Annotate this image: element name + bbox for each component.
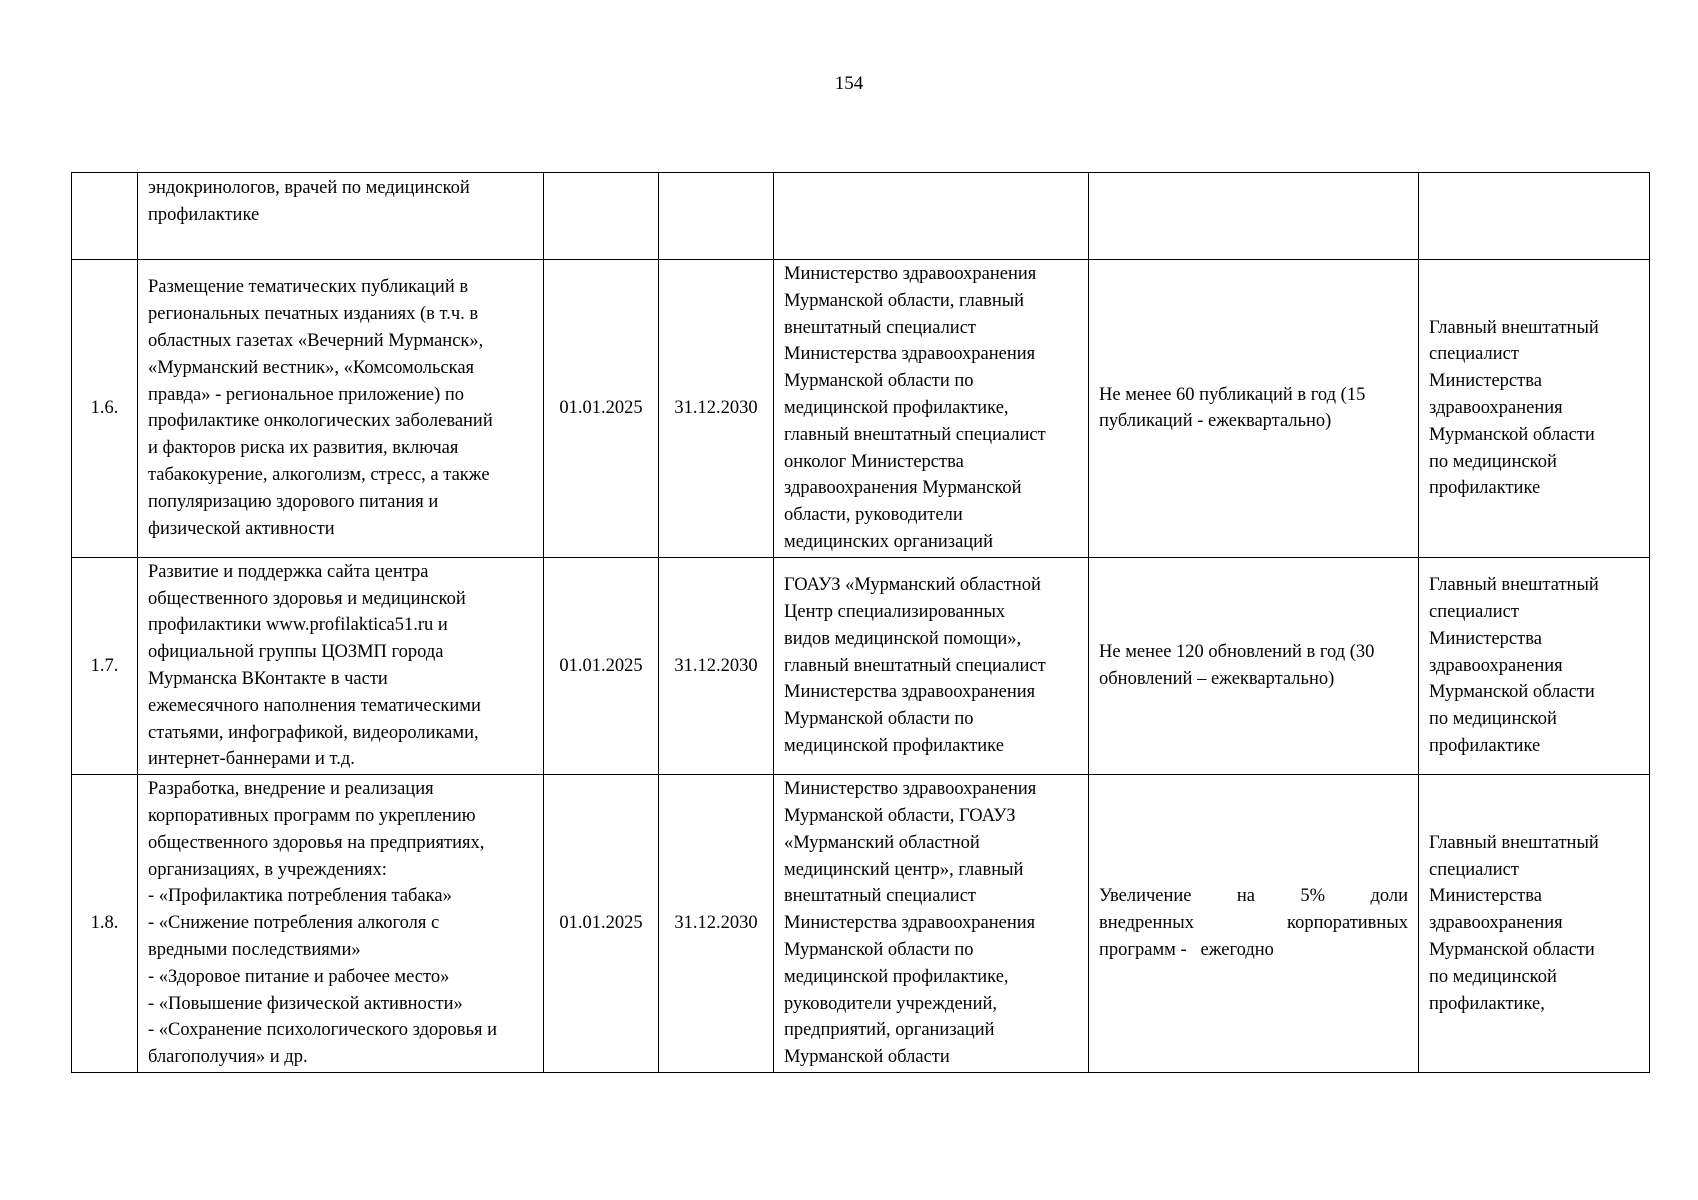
cell-number: 1.6. bbox=[72, 260, 138, 558]
table-row bbox=[72, 260, 1650, 558]
table-row-continuation bbox=[72, 173, 1650, 260]
responsible-line: медицинской профилактике, bbox=[784, 397, 1009, 418]
activity-line: Разработка, внедрение и реализация bbox=[148, 779, 434, 800]
responsible-line: видов медицинской помощи», bbox=[784, 628, 1022, 649]
indicator-word: Увеличение bbox=[1099, 886, 1192, 907]
cell-end-date bbox=[659, 173, 774, 260]
curator-line: Мурманской области bbox=[1429, 939, 1595, 960]
activity-line: правда» - региональное приложение) по bbox=[148, 384, 465, 405]
activity-line: областных газетах «Вечерний Мурманск», bbox=[148, 330, 484, 351]
curator-line: Мурманской области bbox=[1429, 424, 1595, 445]
activity-line: табакокурение, алкоголизм, стресс, а также bbox=[148, 464, 490, 485]
activity-line: Развитие и поддержка сайта центра bbox=[148, 561, 429, 582]
activity-line: эндокринологов, врачей по медицинской bbox=[148, 178, 470, 198]
curator-line: профилактике bbox=[1429, 735, 1541, 756]
activity-line: вредными последствиями» bbox=[148, 939, 361, 960]
responsible-line: медицинский центр», главный bbox=[784, 859, 1024, 880]
responsible-line: Мурманской области, ГОАУЗ bbox=[784, 805, 1016, 826]
responsible-line: онколог Министерства bbox=[784, 451, 964, 472]
responsible-line: ГОАУЗ «Мурманский областной bbox=[784, 575, 1041, 596]
indicator-line: обновлений – ежеквартально) bbox=[1099, 668, 1335, 689]
responsible-line: Мурманской области по bbox=[784, 709, 974, 730]
activity-line: профилактики www.profilaktica51.ru и bbox=[148, 615, 448, 636]
cell-end-date: 31.12.2030 bbox=[659, 775, 774, 1073]
cell-start-date: 01.01.2025 bbox=[544, 557, 659, 774]
cell-indicator bbox=[1089, 775, 1419, 1073]
cell-activity bbox=[138, 775, 544, 1073]
curator-line: Главный внештатный bbox=[1429, 317, 1599, 338]
activity-line: физической активности bbox=[148, 518, 335, 539]
cell-curator bbox=[1419, 557, 1650, 774]
page-number: 154 bbox=[834, 73, 864, 94]
indicator-line bbox=[1099, 910, 1408, 937]
responsible-line: Министерство здравоохранения bbox=[784, 264, 1037, 284]
responsible-line: Центр специализированных bbox=[784, 601, 1006, 622]
responsible-line: главный внештатный специалист bbox=[784, 424, 1046, 445]
activity-line: Мурманска ВКонтакте в части bbox=[148, 668, 388, 689]
cell-indicator bbox=[1089, 260, 1419, 558]
responsible-line: внештатный специалист bbox=[784, 317, 977, 338]
cell-curator bbox=[1419, 173, 1650, 260]
indicator-line: Не менее 60 публикаций в год (15 bbox=[1099, 384, 1366, 405]
responsible-line: внештатный специалист bbox=[784, 886, 977, 907]
responsible-line: Мурманской области, главный bbox=[784, 290, 1025, 311]
cell-end-date: 31.12.2030 bbox=[659, 557, 774, 774]
cell-activity bbox=[138, 557, 544, 774]
cell-responsible bbox=[774, 775, 1089, 1073]
curator-line: по медицинской bbox=[1429, 966, 1557, 987]
cell-number bbox=[72, 173, 138, 260]
activity-line: профилактике bbox=[148, 204, 260, 225]
responsible-line: здравоохранения Мурманской bbox=[784, 478, 1022, 499]
indicator-line: программ - ежегодно bbox=[1099, 939, 1274, 960]
responsible-line: предприятий, организаций bbox=[784, 1020, 995, 1041]
curator-line: Министерства bbox=[1429, 886, 1542, 907]
indicator-line bbox=[1099, 883, 1408, 910]
curator-line: по медицинской bbox=[1429, 709, 1557, 730]
responsible-line: Мурманской области по bbox=[784, 371, 974, 392]
activity-line: общественного здоровья и медицинской bbox=[148, 588, 466, 609]
measures-table bbox=[71, 172, 1650, 1073]
cell-end-date: 31.12.2030 bbox=[659, 260, 774, 558]
cell-responsible bbox=[774, 557, 1089, 774]
responsible-line: Министерства здравоохранения bbox=[784, 913, 1036, 934]
responsible-line: главный внештатный специалист bbox=[784, 655, 1046, 676]
activity-line: - «Здоровое питание и рабочее место» bbox=[148, 966, 450, 987]
responsible-line: руководители учреждений, bbox=[784, 993, 997, 1014]
indicator-word: доли bbox=[1370, 886, 1408, 907]
activity-line: общественного здоровья на предприятиях, bbox=[148, 832, 485, 853]
curator-line: Главный внештатный bbox=[1429, 575, 1599, 596]
activity-line: корпоративных программ по укреплению bbox=[148, 805, 476, 826]
activity-line: организациях, в учреждениях: bbox=[148, 859, 387, 880]
activity-line: - «Профилактика потребления табака» bbox=[148, 886, 452, 907]
responsible-line: медицинской профилактике bbox=[784, 735, 1004, 756]
curator-line: Министерства bbox=[1429, 371, 1542, 392]
table-row bbox=[72, 775, 1650, 1073]
activity-line: ежемесячного наполнения тематическими bbox=[148, 695, 481, 716]
curator-line: профилактике, bbox=[1429, 993, 1545, 1014]
responsible-line: Министерство здравоохранения bbox=[784, 779, 1037, 800]
activity-line: - «Сохранение психологического здоровья и bbox=[148, 1020, 497, 1041]
cell-activity bbox=[138, 260, 544, 558]
curator-line: здравоохранения bbox=[1429, 913, 1563, 934]
responsible-line: Министерства здравоохранения bbox=[784, 344, 1036, 365]
indicator-word: на bbox=[1236, 886, 1256, 907]
cell-responsible bbox=[774, 173, 1089, 260]
indicator-word: внедренных bbox=[1099, 913, 1194, 934]
activity-line: «Мурманский вестник», «Комсомольская bbox=[148, 357, 475, 378]
cell-start-date: 01.01.2025 bbox=[544, 260, 659, 558]
curator-line: профилактике bbox=[1429, 478, 1541, 499]
activity-line: популяризацию здорового питания и bbox=[148, 491, 439, 512]
cell-number: 1.7. bbox=[72, 557, 138, 774]
activity-line: региональных печатных изданиях (в т.ч. в bbox=[148, 304, 479, 325]
curator-line: Министерства bbox=[1429, 628, 1542, 649]
activity-line: Размещение тематических публикаций в bbox=[148, 277, 469, 298]
responsible-line: медицинских организаций bbox=[784, 531, 993, 552]
curator-line: здравоохранения bbox=[1429, 655, 1563, 676]
curator-line: Мурманской области bbox=[1429, 682, 1595, 703]
cell-indicator bbox=[1089, 557, 1419, 774]
cell-responsible bbox=[774, 260, 1089, 558]
activity-line: статьями, инфографикой, видеороликами, bbox=[148, 722, 479, 743]
activity-line: интернет-баннерами и т.д. bbox=[148, 749, 355, 770]
indicator-word: корпоративных bbox=[1287, 913, 1408, 934]
responsible-line: «Мурманский областной bbox=[784, 832, 980, 853]
responsible-line: медицинской профилактике, bbox=[784, 966, 1009, 987]
responsible-line: Мурманской области по bbox=[784, 939, 974, 960]
cell-activity bbox=[138, 173, 544, 260]
curator-line: специалист bbox=[1429, 601, 1519, 622]
responsible-line: Мурманской области bbox=[784, 1047, 950, 1068]
curator-line: специалист bbox=[1429, 859, 1519, 880]
indicator-word: 5% bbox=[1300, 886, 1326, 907]
cell-start-date: 01.01.2025 bbox=[544, 775, 659, 1073]
indicator-line: Не менее 120 обновлений в год (30 bbox=[1099, 642, 1375, 663]
cell-curator bbox=[1419, 775, 1650, 1073]
responsible-line: Министерства здравоохранения bbox=[784, 682, 1036, 703]
responsible-line: области, руководители bbox=[784, 505, 963, 526]
activity-line: и факторов риска их развития, включая bbox=[148, 438, 459, 459]
activity-line: благополучия» и др. bbox=[148, 1047, 308, 1068]
activity-line: официальной группы ЦОЗМП города bbox=[148, 642, 444, 663]
curator-line: Главный внештатный bbox=[1429, 832, 1599, 853]
cell-number: 1.8. bbox=[72, 775, 138, 1073]
cell-indicator bbox=[1089, 173, 1419, 260]
cell-curator bbox=[1419, 260, 1650, 558]
curator-line: здравоохранения bbox=[1429, 397, 1563, 418]
cell-start-date bbox=[544, 173, 659, 260]
curator-line: специалист bbox=[1429, 344, 1519, 365]
table-row bbox=[72, 557, 1650, 774]
curator-line: по медицинской bbox=[1429, 451, 1557, 472]
activity-line: профилактике онкологических заболеваний bbox=[148, 411, 493, 432]
activity-line: - «Снижение потребления алкоголя с bbox=[148, 913, 440, 934]
indicator-line: публикаций - ежеквартально) bbox=[1099, 411, 1332, 432]
activity-line: - «Повышение физической активности» bbox=[148, 993, 463, 1014]
